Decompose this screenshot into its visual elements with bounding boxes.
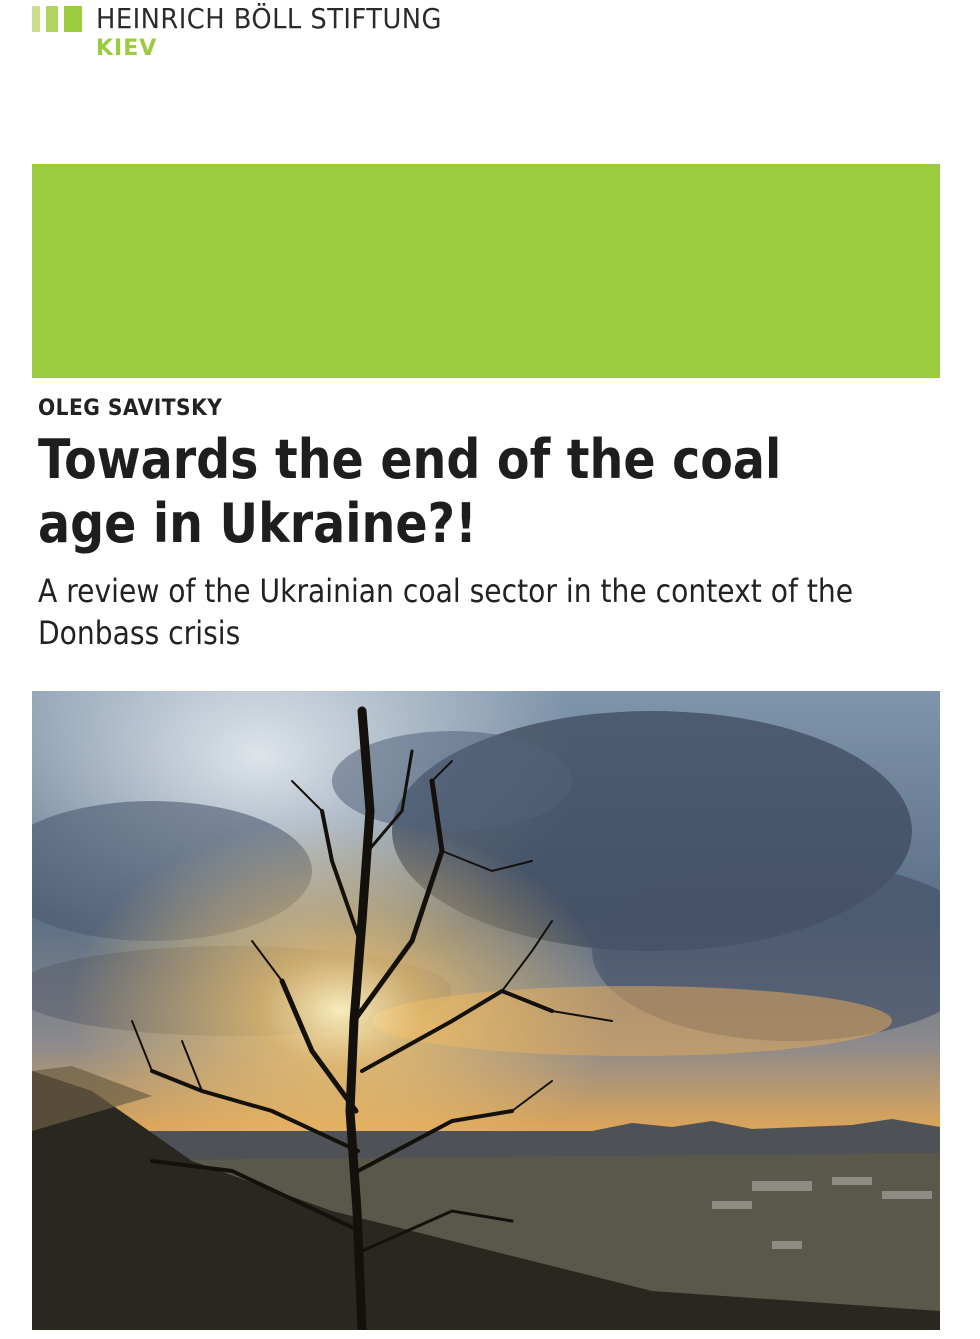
cover-subtitle: A review of the Ukrainian coal sector in the context of the Donbass crisis (38, 572, 854, 652)
author-name: OLEG SAVITSKY (38, 396, 223, 421)
publisher-name: HEINRICH BÖLL STIFTUNG (96, 2, 442, 35)
publisher-city: KIEV (96, 36, 158, 61)
sunset-tree-photo (32, 691, 940, 1330)
green-banner (32, 164, 940, 378)
cover-title: Towards the end of the coal age in Ukraine?! (38, 428, 782, 555)
logo-bars-icon (32, 6, 84, 32)
cover-photo (32, 691, 940, 1330)
